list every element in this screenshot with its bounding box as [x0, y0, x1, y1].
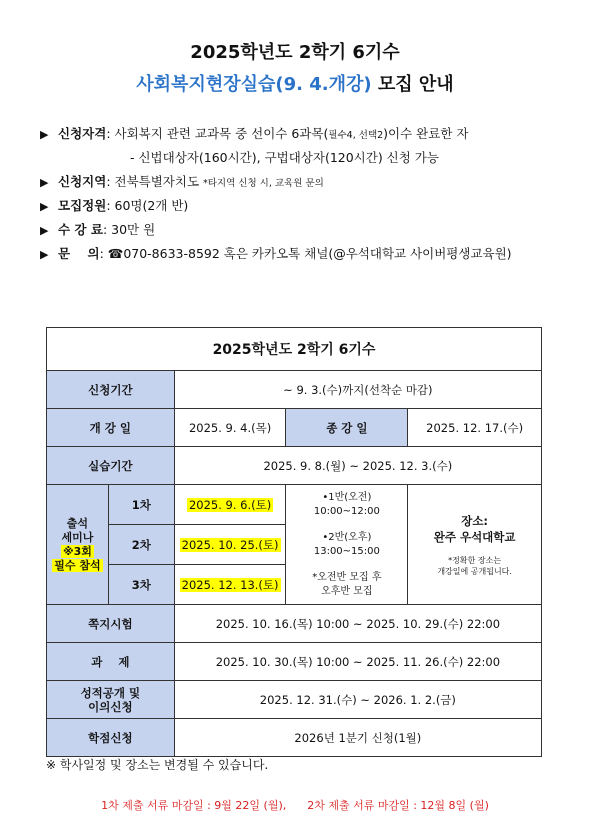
place-note-line1: *정확한 장소는 — [448, 555, 502, 565]
start-date-value: 2025. 9. 4.(목) — [174, 409, 286, 447]
seminar-label — [47, 485, 109, 605]
subtitle-rest: 모집 안내 — [371, 74, 454, 95]
qualification-text-b: )이수 완료한 자 — [383, 126, 469, 141]
capacity-text: : 60명(2개 반) — [106, 198, 189, 213]
info-capacity — [40, 194, 570, 218]
start-date-label: 개 강 일 — [47, 409, 175, 447]
region-label: 신청지역 — [58, 174, 107, 189]
session-3-date: 2025. 12. 13.(토) — [174, 565, 286, 605]
seminar-label-line2: 세미나 — [61, 530, 94, 544]
session-2-date: 2025. 10. 25.(토) — [174, 525, 286, 565]
session-2-name: 2차 — [108, 525, 174, 565]
arrow-icon: ▶ — [40, 128, 49, 141]
contact-label: 문 의 — [58, 246, 100, 261]
time-line6: 오후반 모집 — [321, 585, 373, 597]
arrow-icon: ▶ — [40, 224, 49, 237]
place-note-line2: 개강일에 공개됩니다. — [437, 566, 512, 576]
region-text: : 전북특별자치도 — [106, 174, 203, 189]
quiz-value: 2025. 10. 16.(목) 10:00 ~ 2025. 10. 29.(수) 22:00 — [174, 605, 541, 643]
assignment-value: 2025. 10. 30.(목) 10:00 ~ 2025. 11. 26.(수) 22:00 — [174, 643, 541, 681]
seminar-label-line3: ※3회 — [62, 544, 92, 558]
time-line3: •2반(오후) — [322, 531, 372, 543]
info-contact — [40, 242, 570, 266]
table-title: 2025학년도 2학기 6기수 — [47, 328, 542, 371]
time-line2: 10:00~12:00 — [313, 505, 380, 517]
qualification-text-a: : 사회복지 관련 교과목 중 선이수 6과목( — [106, 126, 329, 141]
apply-period-label: 신청기간 — [47, 371, 175, 409]
end-date-value: 2025. 12. 17.(수) — [408, 409, 542, 447]
time-line4: 13:00~15:00 — [313, 545, 380, 557]
page-subtitle — [0, 70, 590, 96]
time-line1: •1반(오전) — [322, 491, 372, 503]
end-date-label: 종 강 일 — [286, 409, 408, 447]
assignment-label: 과 제 — [47, 643, 175, 681]
credit-value: 2026년 1분기 신청(1월) — [174, 719, 541, 757]
info-list — [40, 122, 570, 266]
apply-period-value: ~ 9. 3.(수)까지(선착순 마감) — [174, 371, 541, 409]
session-1-name: 1차 — [108, 485, 174, 525]
qualification-small: 필수4, 선택2 — [328, 130, 384, 141]
schedule-change-note: ※ 학사일정 및 장소는 변경될 수 있습니다. — [46, 758, 269, 772]
info-qualification — [40, 122, 570, 146]
deadline-note: 1차 제출 서류 마감일 : 9월 22일 (월), 2차 제출 서류 마감일 : 12월 8일 (월) — [101, 799, 489, 812]
fee-label: 수 강 료 — [58, 222, 103, 237]
info-fee — [40, 218, 570, 242]
seminar-label-line1: 출석 — [66, 516, 89, 530]
session-1-date: 2025. 9. 6.(토) — [174, 485, 286, 525]
time-line5: *오전반 모집 후 — [312, 571, 382, 583]
session-times — [286, 485, 408, 605]
practice-period-label: 실습기간 — [47, 447, 175, 485]
grade-label-line2: 이의신청 — [88, 699, 133, 714]
session-place — [408, 485, 542, 605]
grade-label-line1: 성적공개 및 — [80, 685, 141, 700]
grade-label — [47, 681, 175, 719]
arrow-icon: ▶ — [40, 200, 49, 213]
schedule-table — [46, 327, 542, 757]
place-line2: 완주 우석대학교 — [433, 529, 516, 544]
capacity-label: 모집정원 — [58, 198, 107, 213]
session-3-name: 3차 — [108, 565, 174, 605]
subtitle-course: 사회복지현장실습(9. 4.개강) — [136, 74, 372, 95]
seminar-label-line4: 필수 참석 — [54, 558, 101, 572]
region-small: *타지역 신청 시, 교육원 문의 — [203, 178, 324, 189]
credit-label: 학점신청 — [47, 719, 175, 757]
practice-period-value: 2025. 9. 8.(월) ~ 2025. 12. 3.(수) — [174, 447, 541, 485]
arrow-icon: ▶ — [40, 248, 49, 261]
fee-text: : 30만 원 — [102, 222, 156, 237]
contact-text: : ☎070-8633-8592 혹은 카카오톡 채널(@우석대학교 사이버평생교육원) — [99, 246, 512, 261]
qualification-label: 신청자격 — [58, 126, 107, 141]
info-region — [40, 170, 570, 194]
grade-value: 2025. 12. 31.(수) ~ 2026. 1. 2.(금) — [174, 681, 541, 719]
arrow-icon: ▶ — [40, 176, 49, 189]
place-line1: 장소: — [461, 513, 489, 528]
quiz-label: 쪽지시험 — [47, 605, 175, 643]
info-qualification-sub: - 신법대상자(160시간), 구법대상자(120시간) 신청 가능 — [130, 150, 439, 165]
page-title: 2025학년도 2학기 6기수 — [190, 42, 400, 63]
